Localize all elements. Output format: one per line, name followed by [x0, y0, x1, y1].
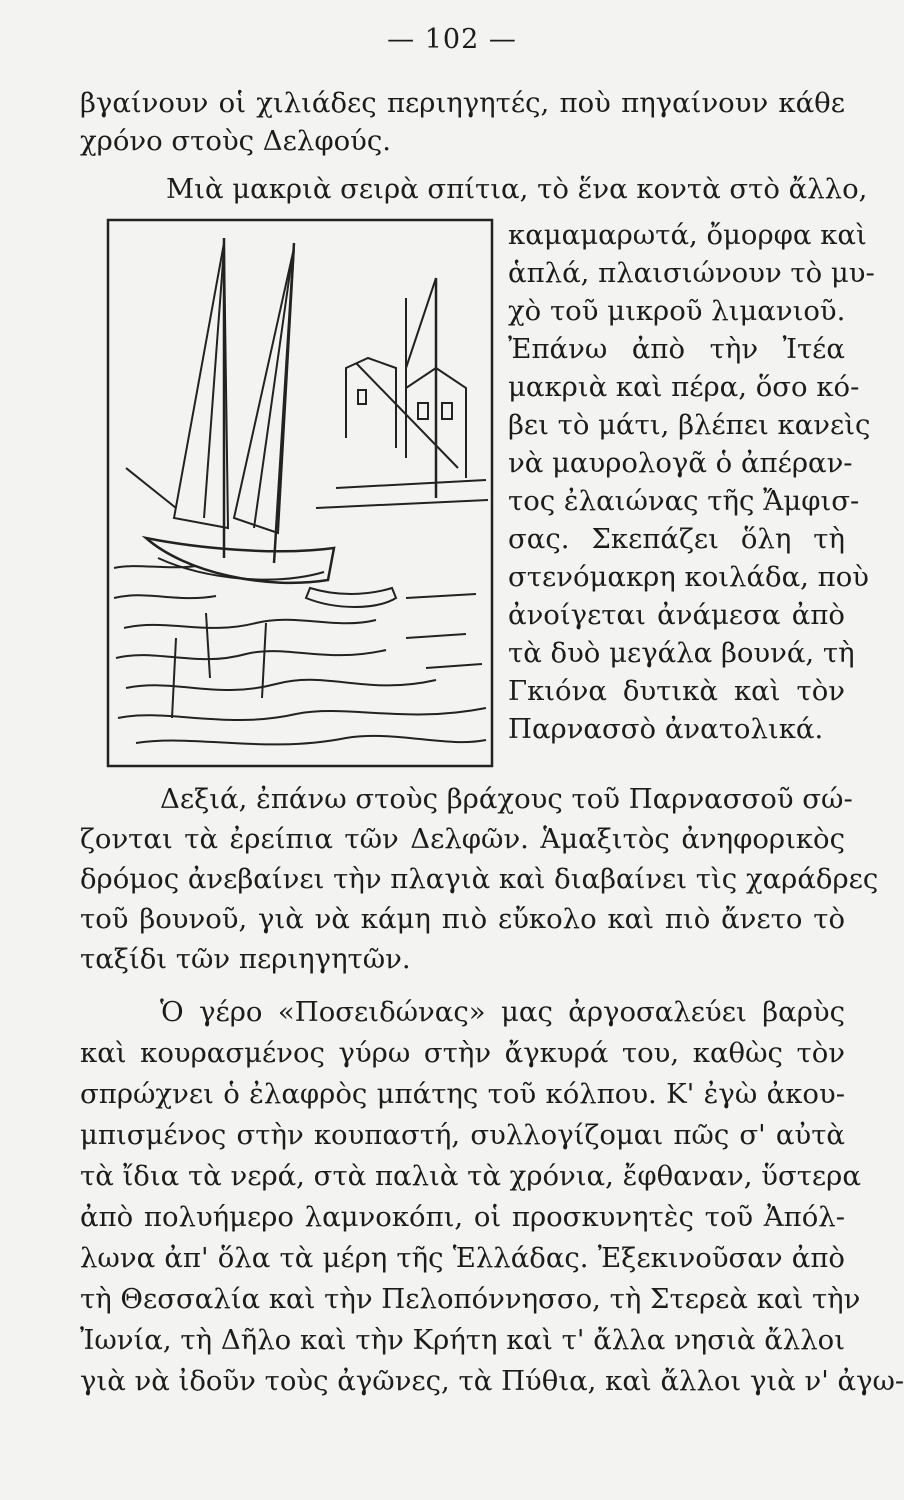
- page-number: — 102 —: [387, 24, 517, 55]
- text-line: καμαμαρωτά, ὄμορφα καὶ: [508, 219, 867, 251]
- text-line: μπισμένος στὴν κουπαστή, συλλογίζομαι πῶς σ' αὐτὰ: [80, 1119, 845, 1151]
- text-line: χρόνο στοὺς Δελφούς.: [80, 125, 392, 157]
- text-line: ἁπλά, πλαισιώνουν τὸ μυ-: [508, 257, 875, 289]
- text-line: βγαίνουν οἱ χιλιάδες περιηγητές, ποὺ πηγαίνουν κάθε: [80, 87, 845, 119]
- text-line: χὸ τοῦ μικροῦ λιμανιοῦ.: [508, 295, 846, 327]
- text-line: Μιὰ μακριὰ σειρὰ σπίτια, τὸ ἕνα κοντὰ στὸ ἄλλο,: [166, 173, 868, 205]
- text-line: βει τὸ μάτι, βλέπει κανεὶς: [508, 409, 871, 441]
- text-line: Δεξιά, ἐπάνω στοὺς βράχους τοῦ Παρνασσοῦ σώ-: [160, 783, 853, 815]
- text-line: νὰ μαυρολογᾶ ὁ ἀπέραν-: [508, 447, 853, 479]
- text-line: τος ἐλαιώνας τῆς Ἄμφισ-: [508, 485, 860, 517]
- text-line: στενόμακρη κοιλάδα, ποὺ: [508, 561, 870, 593]
- text-line: ἀπὸ πολυήμερο λαμνοκόπι, οἱ προσκυνητὲς τοῦ Ἀπόλ-: [80, 1201, 845, 1233]
- text-line: τοῦ βουνοῦ, γιὰ νὰ κάμη πιὸ εὔκολο καὶ πιὸ ἄνετο τὸ: [80, 903, 845, 935]
- text-line: δρόμος ἀνεβαίνει τὴν πλαγιὰ καὶ διαβαίνει τὶς χαράδρες: [80, 863, 879, 895]
- text-line: τὴ Θεσσαλία καὶ τὴν Πελοπόννησσο, τὴ Στερεὰ καὶ τὴν: [80, 1283, 861, 1315]
- text-line: Ἰωνία, τὴ Δῆλο καὶ τὴν Κρήτη καὶ τ' ἄλλα νησιὰ ἄλλοι: [80, 1324, 845, 1356]
- text-line: Παρνασσὸ ἀνατολικά.: [508, 713, 824, 745]
- text-line: μακριὰ καὶ πέρα, ὅσο κό-: [508, 371, 860, 403]
- text-line: γιὰ νὰ ἰδοῦν τοὺς ἀγῶνες, τὰ Πύθια, καὶ ἄλλοι γιὰ ν' ἀγω-: [80, 1365, 904, 1397]
- text-line: ἀνοίγεται ἀνάμεσα ἀπὸ: [508, 599, 845, 631]
- text-line: Ὁ γέρο «Ποσειδώνας» μας ἀργοσαλεύει βαρὺς: [160, 996, 845, 1028]
- text-line: σπρώχνει ὁ ἐλαφρὸς μπάτης τοῦ κόλπου. Κ' ἐγὼ ἀκου-: [80, 1078, 845, 1110]
- text-line: ζονται τὰ ἐρείπια τῶν Δελφῶν. Ἁμαξιτὸς ἀνηφορικὸς: [80, 823, 845, 855]
- text-line: Ἐπάνω ἀπὸ τὴν Ἰτέα: [508, 333, 845, 365]
- text-line: σας. Σκεπάζει ὅλη τὴ: [508, 523, 845, 555]
- text-line: καὶ κουρασμένος γύρω στὴν ἄγκυρά του, καθὼς τὸν: [80, 1037, 845, 1069]
- text-line: τὰ δυὸ μεγάλα βουνά, τὴ: [508, 637, 855, 669]
- text-line: Γκιόνα δυτικὰ καὶ τὸν: [508, 675, 845, 707]
- text-line: τὰ ἴδια τὰ νερά, στὰ παλιὰ τὰ χρόνια, ἔφθαναν, ὕστερα: [80, 1160, 861, 1192]
- harbor-sailboat-illustration: [106, 218, 494, 768]
- text-line: ταξίδι τῶν περιηγητῶν.: [80, 943, 411, 975]
- text-line: λωνα ἀπ' ὅλα τὰ μέρη τῆς Ἑλλάδας. Ἐξεκινοῦσαν ἀπὸ: [80, 1242, 845, 1274]
